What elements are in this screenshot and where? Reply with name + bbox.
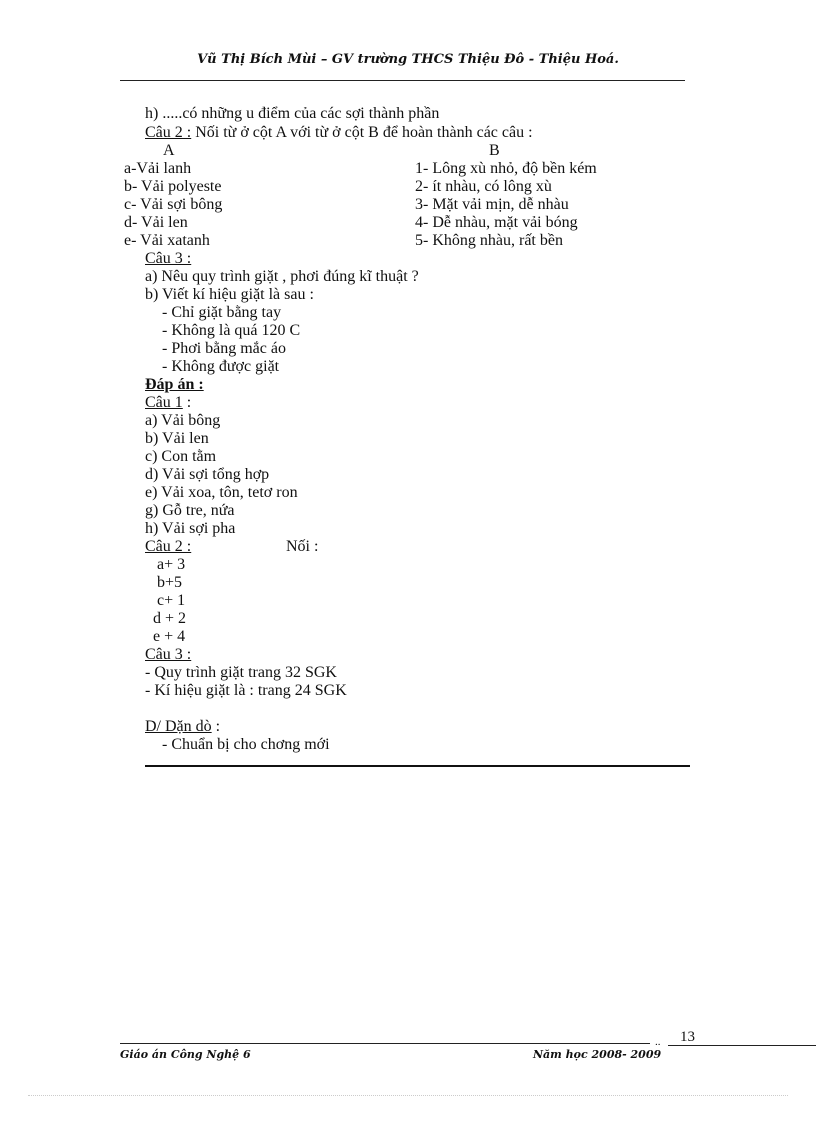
- q2-text: Nối từ ở cột A với từ ở cột B để hoàn thành các câu :: [191, 124, 533, 141]
- page-bottom-dots: [28, 1095, 788, 1096]
- col-b-item: 2- ít nhàu, có lông xù: [415, 178, 552, 195]
- col-a-item: c- Vải sợi bông: [124, 196, 223, 213]
- ans2-label: Câu 2 :: [145, 538, 192, 555]
- homework-item: - Chuẩn bị cho chơng mới: [162, 736, 330, 753]
- ans1-heading: [145, 394, 191, 412]
- ans1-colon: :: [182, 394, 192, 411]
- footer-left: Giáo án Công Nghệ 6: [120, 1048, 251, 1061]
- ans1-item: b) Vải len: [145, 430, 209, 447]
- ans3-label: Câu 3 :: [145, 646, 192, 663]
- col-a-heading: A: [163, 142, 175, 159]
- col-a-item: b- Vải polyeste: [124, 178, 222, 195]
- header-rule: [120, 80, 685, 81]
- col-b-item: 1- Lông xù nhỏ, độ bền kém: [415, 160, 597, 177]
- ans2-item: e + 4: [153, 628, 186, 645]
- q2-label: Câu 2 :: [145, 124, 192, 141]
- page-header: Vũ Thị Bích Mùi – GV trường THCS Thiệu Đô - Thiệu Hoá.: [197, 52, 619, 67]
- q3-b-item: - Phơi bằng mắc áo: [162, 340, 286, 357]
- homework-colon: :: [211, 718, 221, 735]
- footer-right: Năm học 2008- 2009: [533, 1048, 662, 1061]
- col-b-item: 3- Mặt vải mịn, dễ nhàu: [415, 196, 569, 213]
- ans1-label: Câu 1: [145, 394, 183, 411]
- ans2-item: b+5: [157, 574, 183, 591]
- ans2-item: c+ 1: [157, 592, 186, 609]
- col-b-item: 4- Dễ nhàu, mặt vải bóng: [415, 214, 578, 231]
- answer-title: Đáp án :: [145, 376, 204, 393]
- col-a-item: d- Vải len: [124, 214, 188, 231]
- homework-label: D/ Dặn dò: [145, 718, 212, 735]
- q3-label: Câu 3 :: [145, 250, 192, 267]
- ans1-item: h) Vải sợi pha: [145, 520, 236, 537]
- footer-rule: [120, 1043, 650, 1044]
- ans1-item: d) Vải sợi tổng hợp: [145, 466, 270, 483]
- col-b-heading: B: [489, 142, 500, 159]
- q2-line: [145, 124, 533, 142]
- q3-b-item: - Không là quá 120 C: [162, 322, 301, 339]
- q3-b-item: - Chỉ giặt bằng tay: [162, 304, 282, 321]
- ans3-item: - Kí hiệu giặt là : trang 24 SGK: [145, 682, 347, 699]
- ans1-item: a) Vải bông: [145, 412, 221, 429]
- q3-b-item: - Không được giặt: [162, 358, 280, 375]
- col-b-item: 5- Không nhàu, rất bền: [415, 232, 563, 249]
- footer-dots: ..: [655, 1036, 661, 1048]
- page-number-rule: [668, 1045, 816, 1046]
- q3-part-b: b) Viết kí hiệu giặt là sau :: [145, 286, 314, 303]
- q3-part-a: a) Nêu quy trình giặt , phơi đúng kĩ thuật ?: [145, 268, 419, 285]
- homework-heading: [145, 718, 220, 736]
- page-number: 13: [680, 1029, 695, 1045]
- ans2-item: a+ 3: [157, 556, 186, 573]
- ans1-item: e) Vải xoa, tôn, tetơ ron: [145, 484, 298, 501]
- content-end-rule: [145, 765, 690, 767]
- ans3-item: - Quy trình giặt trang 32 SGK: [145, 664, 337, 681]
- ans2-item: d + 2: [153, 610, 187, 627]
- q1-item-h: h) .....có những u điểm của các sợi thành phần: [145, 105, 440, 122]
- ans2-noi: Nối :: [286, 538, 319, 555]
- col-a-item: a-Vải lanh: [124, 160, 192, 177]
- ans1-item: g) Gỗ tre, nứa: [145, 502, 235, 519]
- ans1-item: c) Con tằm: [145, 448, 217, 465]
- col-a-item: e- Vải xatanh: [124, 232, 210, 249]
